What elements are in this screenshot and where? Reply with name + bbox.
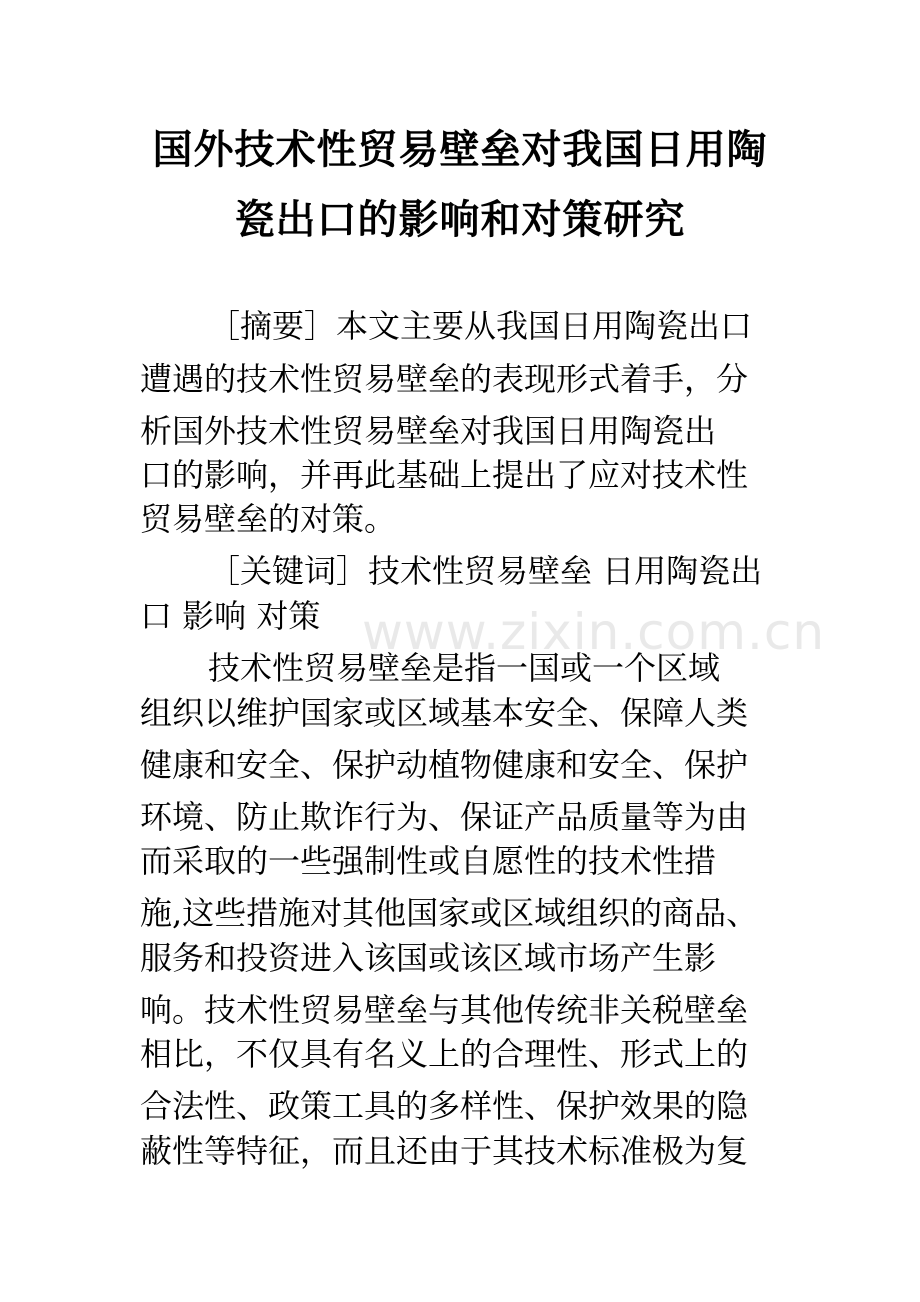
paragraph-line-11: 蔽性等特征，而且还由于其技术标准极为复 <box>140 1132 749 1170</box>
watermark: www.zixin.com.cn <box>362 603 826 661</box>
paragraph-line-2: 组织以维护国家或区域基本安全、保障人类 <box>140 694 749 732</box>
paragraph-line-1: 技术性贸易壁垒是指一国或一个区域 <box>208 649 721 687</box>
paragraph-line-10: 合法性、政策工具的多样性、保护效果的隐 <box>140 1087 749 1125</box>
keywords-line-1: ［关键词］技术性贸易壁垒 日用陶瓷出 <box>208 552 763 590</box>
keywords-line-2: 口 影响 对策 <box>140 597 321 635</box>
paragraph-line-7: 服务和投资进入该国或该区域市场产生影 <box>140 939 717 977</box>
paragraph-line-5: 而采取的一些强制性或自愿性的技术性措 <box>140 842 717 880</box>
abstract-line-3: 析国外技术性贸易壁垒对我国日用陶瓷出 <box>140 412 717 450</box>
abstract-line-1: ［摘要］本文主要从我国日用陶瓷出口 <box>208 307 753 345</box>
paragraph-line-8: 响。技术性贸易壁垒与其他传统非关税壁垒 <box>140 991 749 1029</box>
paragraph-line-9: 相比，不仅具有名义上的合理性、形式上的 <box>140 1035 749 1073</box>
abstract-line-5: 贸易壁垒的对策。 <box>140 500 397 538</box>
abstract-line-4: 口的影响，并再此基础上提出了应对技术性 <box>140 456 749 494</box>
abstract-line-2: 遭遇的技术性贸易壁垒的表现形式着手，分 <box>140 360 749 398</box>
paragraph-line-4: 环境、防止欺诈行为、保证产品质量等为由 <box>140 798 749 836</box>
title-line-1: 国外技术性贸易壁垒对我国日用陶 <box>152 127 768 173</box>
paragraph-line-3: 健康和安全、保护动植物健康和安全、保护 <box>140 746 749 784</box>
paragraph-line-6: 施,这些措施对其他国家或区域组织的商品、 <box>140 894 759 932</box>
title-line-2: 瓷出口的影响和对策研究 <box>234 197 686 243</box>
